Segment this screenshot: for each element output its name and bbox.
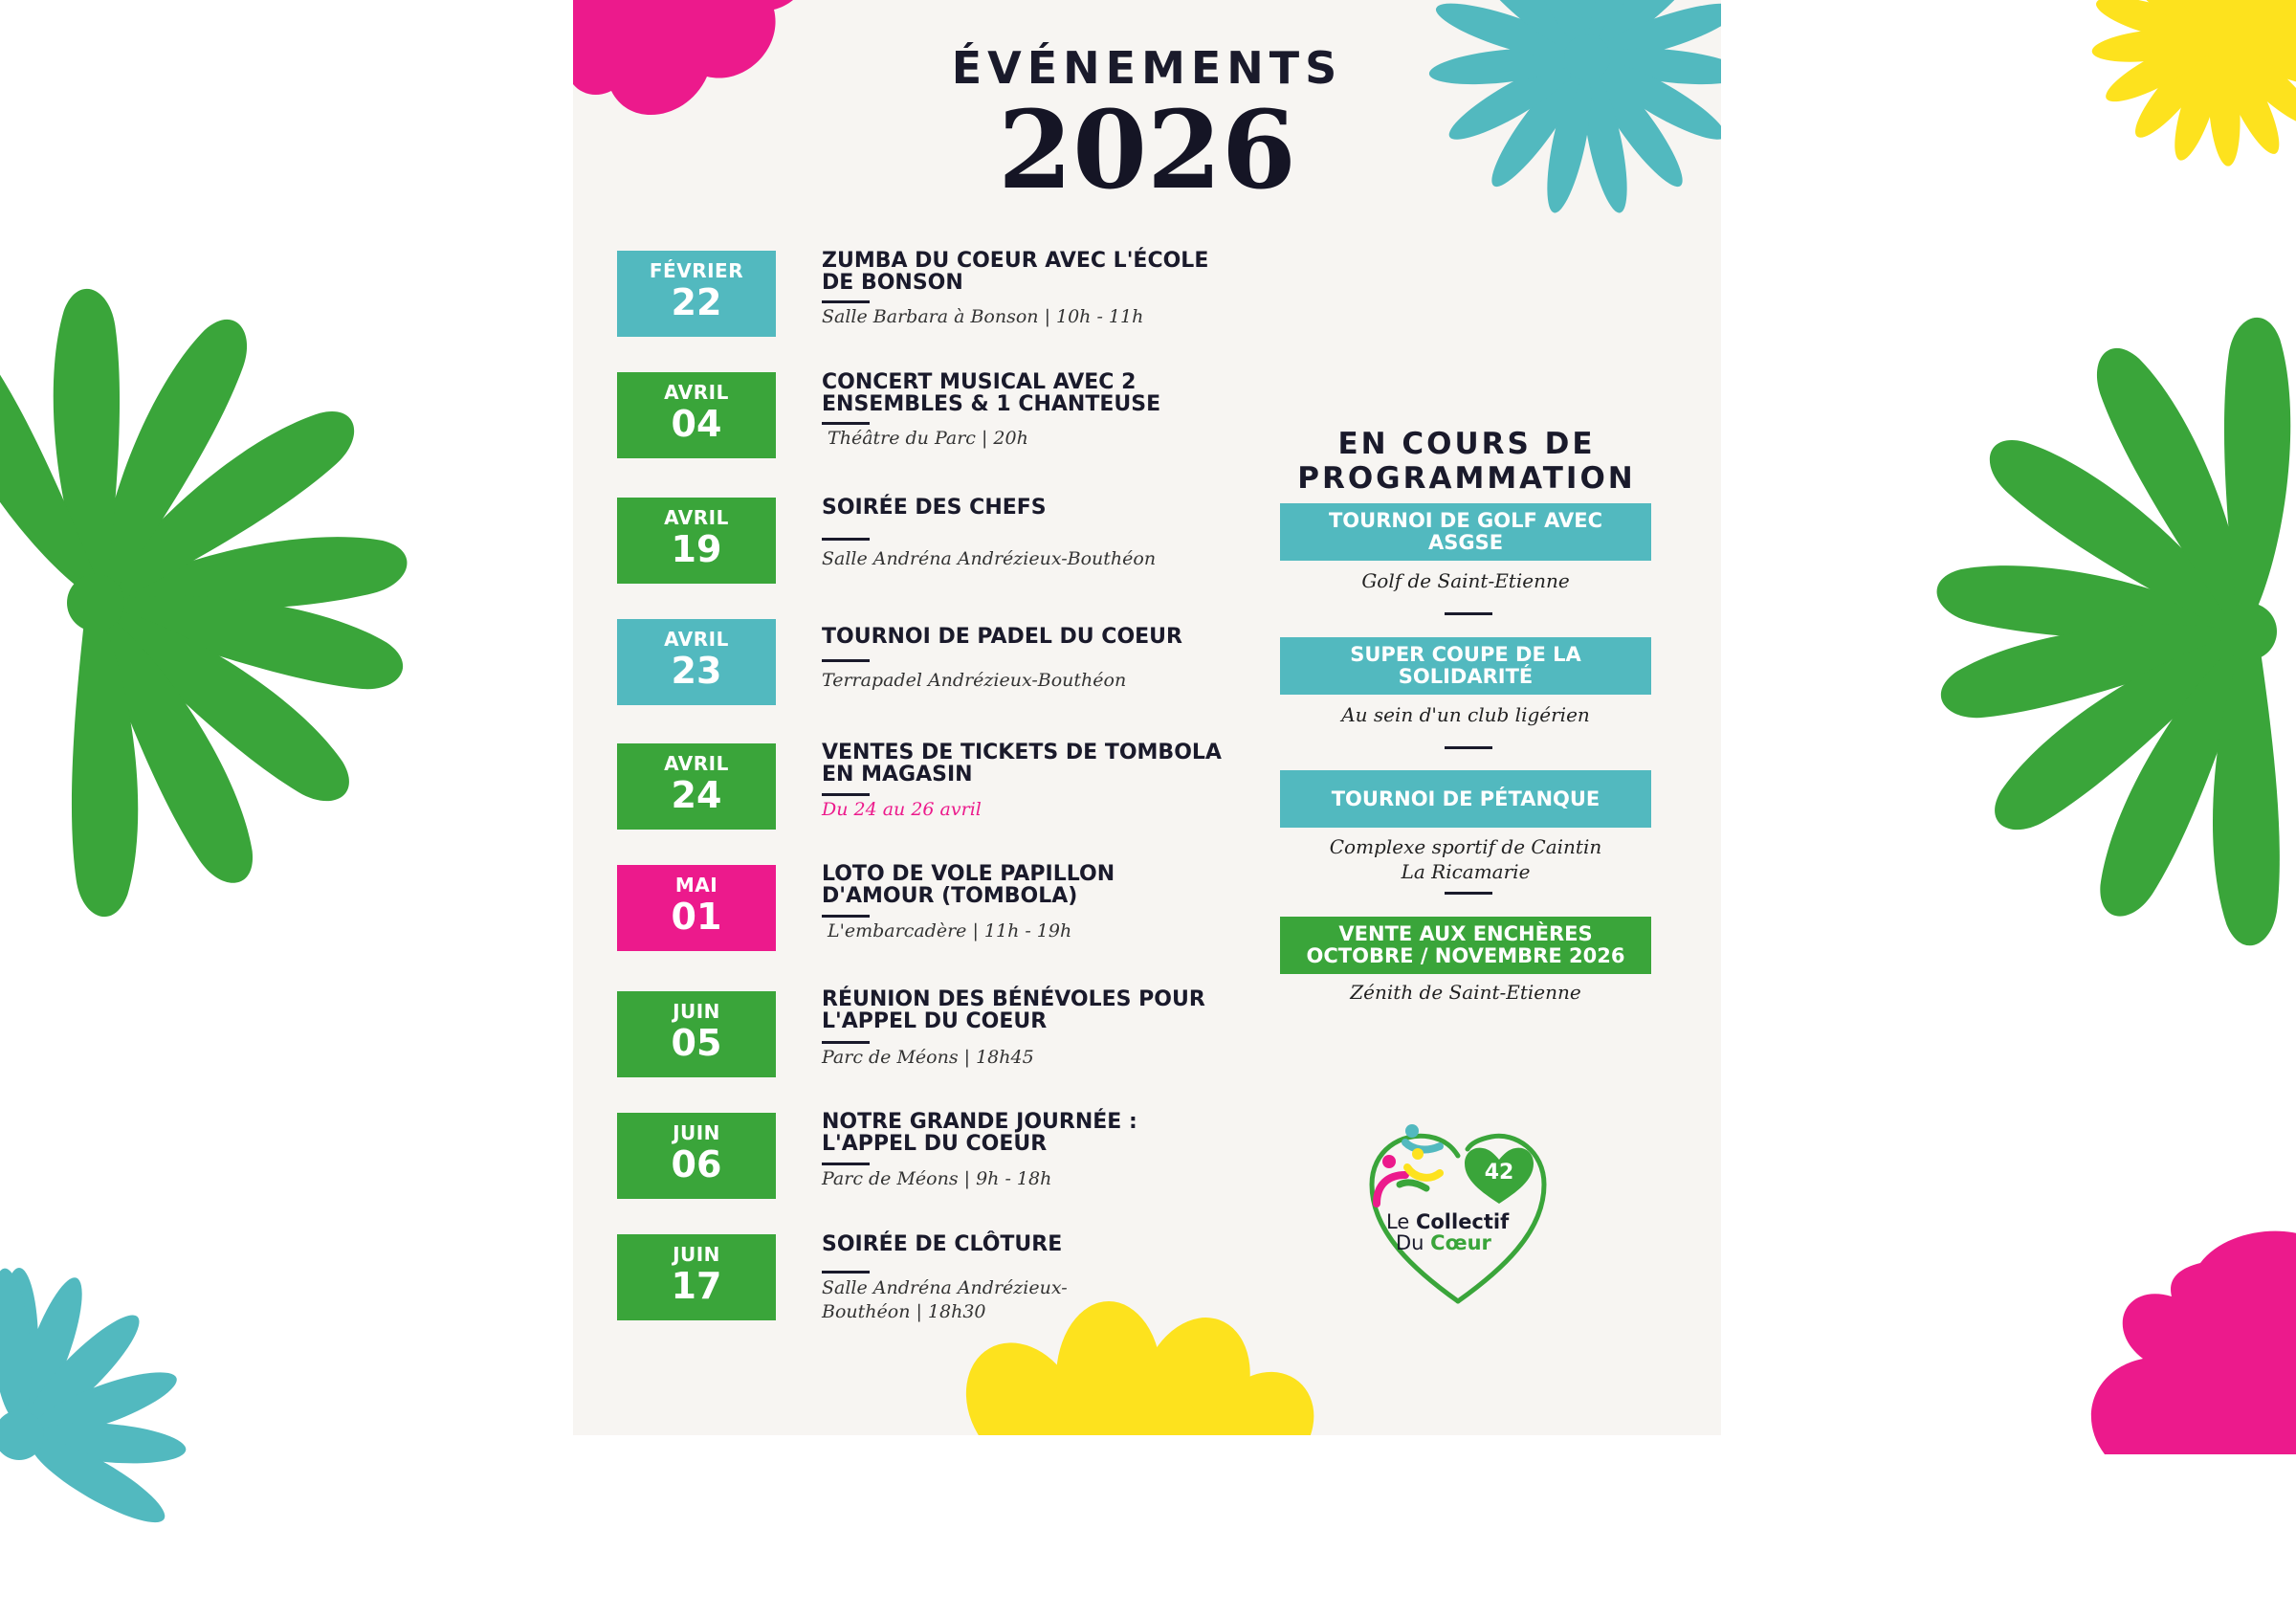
divider [822,659,870,662]
divider [822,793,870,796]
date-badge [617,498,776,584]
logo-text-du: Du [1396,1231,1424,1254]
programming-item-title: TOURNOI DE PÉTANQUE [1331,786,1601,810]
event-location: Parc de Méons | 9h - 18h [822,1168,1052,1189]
event-month: AVRIL [664,628,729,651]
logo-text-coeur: Cœur [1430,1231,1491,1254]
event-day: 22 [671,281,722,323]
divider [822,1041,870,1044]
programming-item-location: Complexe sportif de Caintin [1329,835,1602,858]
event-month: JUIN [673,1000,720,1023]
collectif-du-coeur-logo [1358,1118,1558,1309]
programming-item-badge [1280,917,1651,974]
event-month: JUIN [673,1243,720,1266]
programming-item-badge [1280,770,1651,828]
year-title: 2026 [998,88,1296,213]
event-day: 24 [671,774,722,816]
event-item [617,1234,1191,1330]
event-title: TOURNOI DE PADEL DU COEUR [822,625,1182,649]
page-title: ÉVÉNEMENTS [951,42,1343,94]
date-badge [617,619,776,705]
programming-item-location: Zénith de Saint-Etienne [1350,981,1581,1004]
event-item [617,1110,1191,1208]
programming-item-location: Golf de Saint-Etienne [1361,569,1570,592]
event-title: VENTES DE TICKETS DE TOMBOLA EN MAGASIN [822,741,1222,786]
event-location: Salle Andréna Andrézieux-Bouthéon | 18h30 [822,1277,1068,1322]
event-poster [573,0,1721,1435]
event-location: Théâtre du Parc | 20h [822,428,1028,449]
event-title: ZUMBA DU COEUR AVEC L'ÉCOLE DE BONSON [822,249,1209,295]
event-item [617,372,1191,468]
event-title: RÉUNION DES BÉNÉVOLES POUR L'APPEL DU COEUR [822,987,1205,1033]
programming-item-location: La Ricamarie [1401,860,1531,883]
yellow-flower-top-right [2086,0,2296,182]
event-item [617,249,1209,346]
date-badge [617,991,776,1077]
event-day: 19 [671,528,722,570]
programming-item-location: Au sein d'un club ligérien [1341,703,1590,726]
event-month: JUIN [673,1121,720,1144]
event-item [617,741,1222,839]
event-location: L'embarcadère | 11h - 19h [822,920,1072,941]
event-day: 05 [671,1022,722,1064]
divider [822,1163,870,1165]
event-day: 17 [671,1265,722,1307]
programming-item-title: SUPER COUPE DE LA SOLIDARITÉ [1350,643,1581,688]
event-item [617,498,1191,593]
event-month: MAI [674,874,718,897]
divider [822,915,870,918]
divider [822,422,870,425]
date-badge [617,1113,776,1199]
green-flower-left [0,230,383,976]
date-badge [617,251,776,337]
teal-flower-bottom-left [0,1253,191,1617]
svg-text:Le Collectif [1386,1210,1510,1233]
event-month: AVRIL [664,752,729,775]
date-badge [617,743,776,830]
event-day: 23 [671,650,722,692]
event-item [617,862,1191,961]
event-item [617,619,1191,715]
event-title: LOTO DE VOLE PAPILLON D'AMOUR (TOMBOLA) [822,862,1115,908]
event-title: SOIRÉE DES CHEFS [822,496,1047,520]
divider [822,1271,870,1274]
event-day: 06 [671,1143,722,1185]
event-location: Salle Andréna Andrézieux-Bouthéon [822,548,1157,569]
programming-item-badge [1280,503,1651,561]
divider [1445,746,1492,749]
event-day: 01 [671,896,722,938]
programming-item-title: VENTE AUX ENCHÈRES [1338,922,1593,945]
date-badge [617,372,776,458]
event-title: SOIRÉE DE CLÔTURE [822,1232,1063,1256]
green-flower-right [1952,249,2296,1014]
divider [822,300,870,303]
divider [1445,612,1492,615]
event-month: AVRIL [664,506,729,529]
programming-item-title: TOURNOI DE GOLF AVEC ASGSE [1328,509,1602,554]
event-location: Parc de Méons | 18h45 [822,1047,1034,1068]
date-badge [617,865,776,951]
divider [822,538,870,541]
event-month: AVRIL [664,381,729,404]
event-location: Salle Barbara à Bonson | 10h - 11h [822,306,1144,327]
event-title: NOTRE GRANDE JOURNÉE : L'APPEL DU COEUR [822,1110,1137,1156]
event-item [617,987,1205,1087]
divider [1445,892,1492,895]
event-title: CONCERT MUSICAL AVEC 2 ENSEMBLES & 1 CHANTEUSE [822,370,1161,416]
logo-text-collectif: Collectif [1415,1210,1510,1233]
date-badge [617,1234,776,1320]
event-month: FÉVRIER [649,259,744,282]
event-location: Terrapadel Andrézieux-Bouthéon [822,670,1127,691]
event-location: Du 24 au 26 avril [822,799,982,820]
programming-item-badge [1280,637,1651,695]
programming-item-title: OCTOBRE / NOVEMBRE 2026 [1306,944,1625,967]
logo-number: 42 [1484,1161,1514,1185]
pink-flower-bottom-right [2086,1225,2296,1454]
logo-text-le: Le [1386,1210,1410,1233]
svg-text:Du Cœur [1396,1231,1492,1254]
event-day: 04 [671,403,722,445]
programming-title: EN COURS DE PROGRAMMATION [1297,427,1636,496]
